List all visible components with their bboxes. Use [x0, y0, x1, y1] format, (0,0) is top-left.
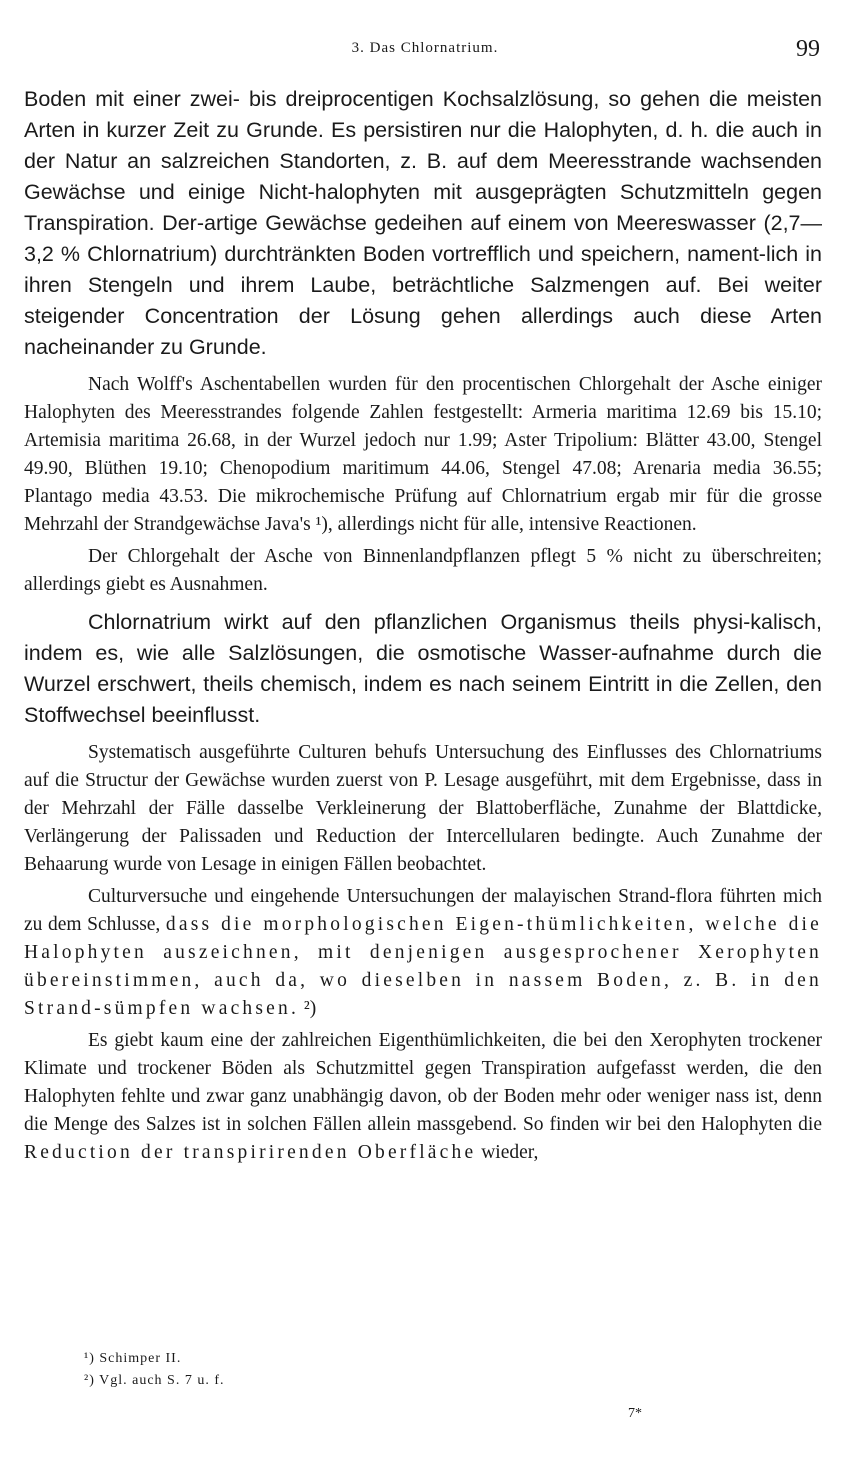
page-header: [0, 36, 850, 70]
paragraph-6-text: Culturversuche und eingehende Untersuchungen der malayischen Strand-flora führten mich zu dem Schlusse,: [24, 886, 822, 935]
paragraph-5: Systematisch ausgeführte Culturen behufs Untersuchung des Einflusses des Chlornatriums auf die Structur der Gewächse wurden zuerst von P. Lesage ausgeführt, mit dem Ergebnisse, dass in der Mehrzahl der Fälle dasselbe Verkleinerung der Blattoberfläche, Zunahme der Blattdicke, Verlängerung der Palissaden und Reduction der Intercellularen bedingte. Auch Zunahme der Behaarung wurde von Lesage in einigen Fällen beobachtet.: [24, 742, 822, 875]
footnote-2: ²) Vgl. auch S. 7 u. f.: [84, 1373, 225, 1388]
paragraph-7-text: Es giebt kaum eine der zahlreichen Eigenthümlichkeiten, die bei den Xerophyten trockener Klimate und trockener Böden als Schutzmittel gegen Transpiration aufgefasst werden, die den Halophyten fehlte und zwar ganz unabhängig davon, ob der Boden mehr oder weniger nass ist, denn die Menge des Salzes ist in solchen Fällen allein massgebend. So finden wir bei den Halophyten die: [24, 1030, 822, 1135]
footnote-ref-2: ²): [299, 998, 317, 1019]
running-head: 3. Das Chlornatrium.: [351, 40, 499, 56]
paragraph-7: [24, 1027, 822, 1167]
body-text: [24, 84, 822, 1167]
paragraph-6-spaced-text: dass die morphologischen Eigen-thümlichkeiten, welche die Halophyten auszeichnen, mit denjenigen ausgesprochener Xerophyten übereinstimmen, auch da, wo dieselben in nassem Boden, z. B. in den Strand-sümpfen wachsen.: [24, 914, 823, 1019]
paragraph-3: Der Chlorgehalt der Asche von Binnenlandpflanzen pflegt 5 % nicht zu überschreiten; allerdings giebt es Ausnahmen.: [24, 546, 822, 595]
page-number: 99: [796, 36, 820, 62]
paragraph-4: Chlornatrium wirkt auf den pflanzlichen Organismus theils physi-kalisch, indem es, wie alle Salzlösungen, die osmotische Wasser-aufnahme durch die Wurzel erschwert, theils chemisch, indem es nach seinem Eintritt in die Zellen, den Stoffwechsel beeinflusst.: [24, 610, 822, 727]
footnote-1: ¹) Schimper II.: [84, 1351, 182, 1366]
footnotes: [84, 1348, 484, 1392]
paragraph-1: Boden mit einer zwei- bis dreiprocentigen Kochsalzlösung, so gehen die meisten Arten in kurzer Zeit zu Grunde. Es persistiren nur die Halophyten, d. h. die auch in der Natur an salzreichen Standorten, z. B. auf dem Meeresstrande wachsenden Gewächse und einige Nicht-halophyten mit ausgeprägten Schutzmitteln gegen Transpiration. Der-artige Gewächse gedeihen auf einem von Meereswasser (2,7—3,2 % Chlornatrium) durchtränkten Boden vortrefflich und speichern, nament-lich in ihren Stengeln und ihrem Laube, beträchtliche Salzmengen auf. Bei weiter steigender Concentration der Lösung gehen allerdings auch diese Arten nacheinander zu Grunde.: [24, 87, 822, 359]
signature-mark: 7*: [628, 1406, 642, 1421]
paragraph-7-tail: wieder,: [476, 1142, 539, 1163]
paragraph-7-spaced-text: Reduction der transpirirenden Oberfläche: [24, 1142, 477, 1163]
paragraph-6: [24, 883, 822, 1023]
paragraph-2: Nach Wolff's Aschentabellen wurden für den procentischen Chlorgehalt der Asche einiger Halophyten des Meeresstrandes folgende Zahlen festgestellt: Armeria maritima 12.69 bis 15.10; Artemisia maritima 26.68, in der Wurzel jedoch nur 1.99; Aster Tripolium: Blätter 43.00, Stengel 49.90, Blüthen 19.10; Chenopodium maritimum 44.06, Stengel 47.08; Arenaria media 36.55; Plantago media 43.53. Die mikrochemische Prüfung auf Chlornatrium ergab mir für die grosse Mehrzahl der Strandgewächse Java's ¹), allerdings nicht für alle, intensive Reactionen.: [24, 374, 822, 535]
